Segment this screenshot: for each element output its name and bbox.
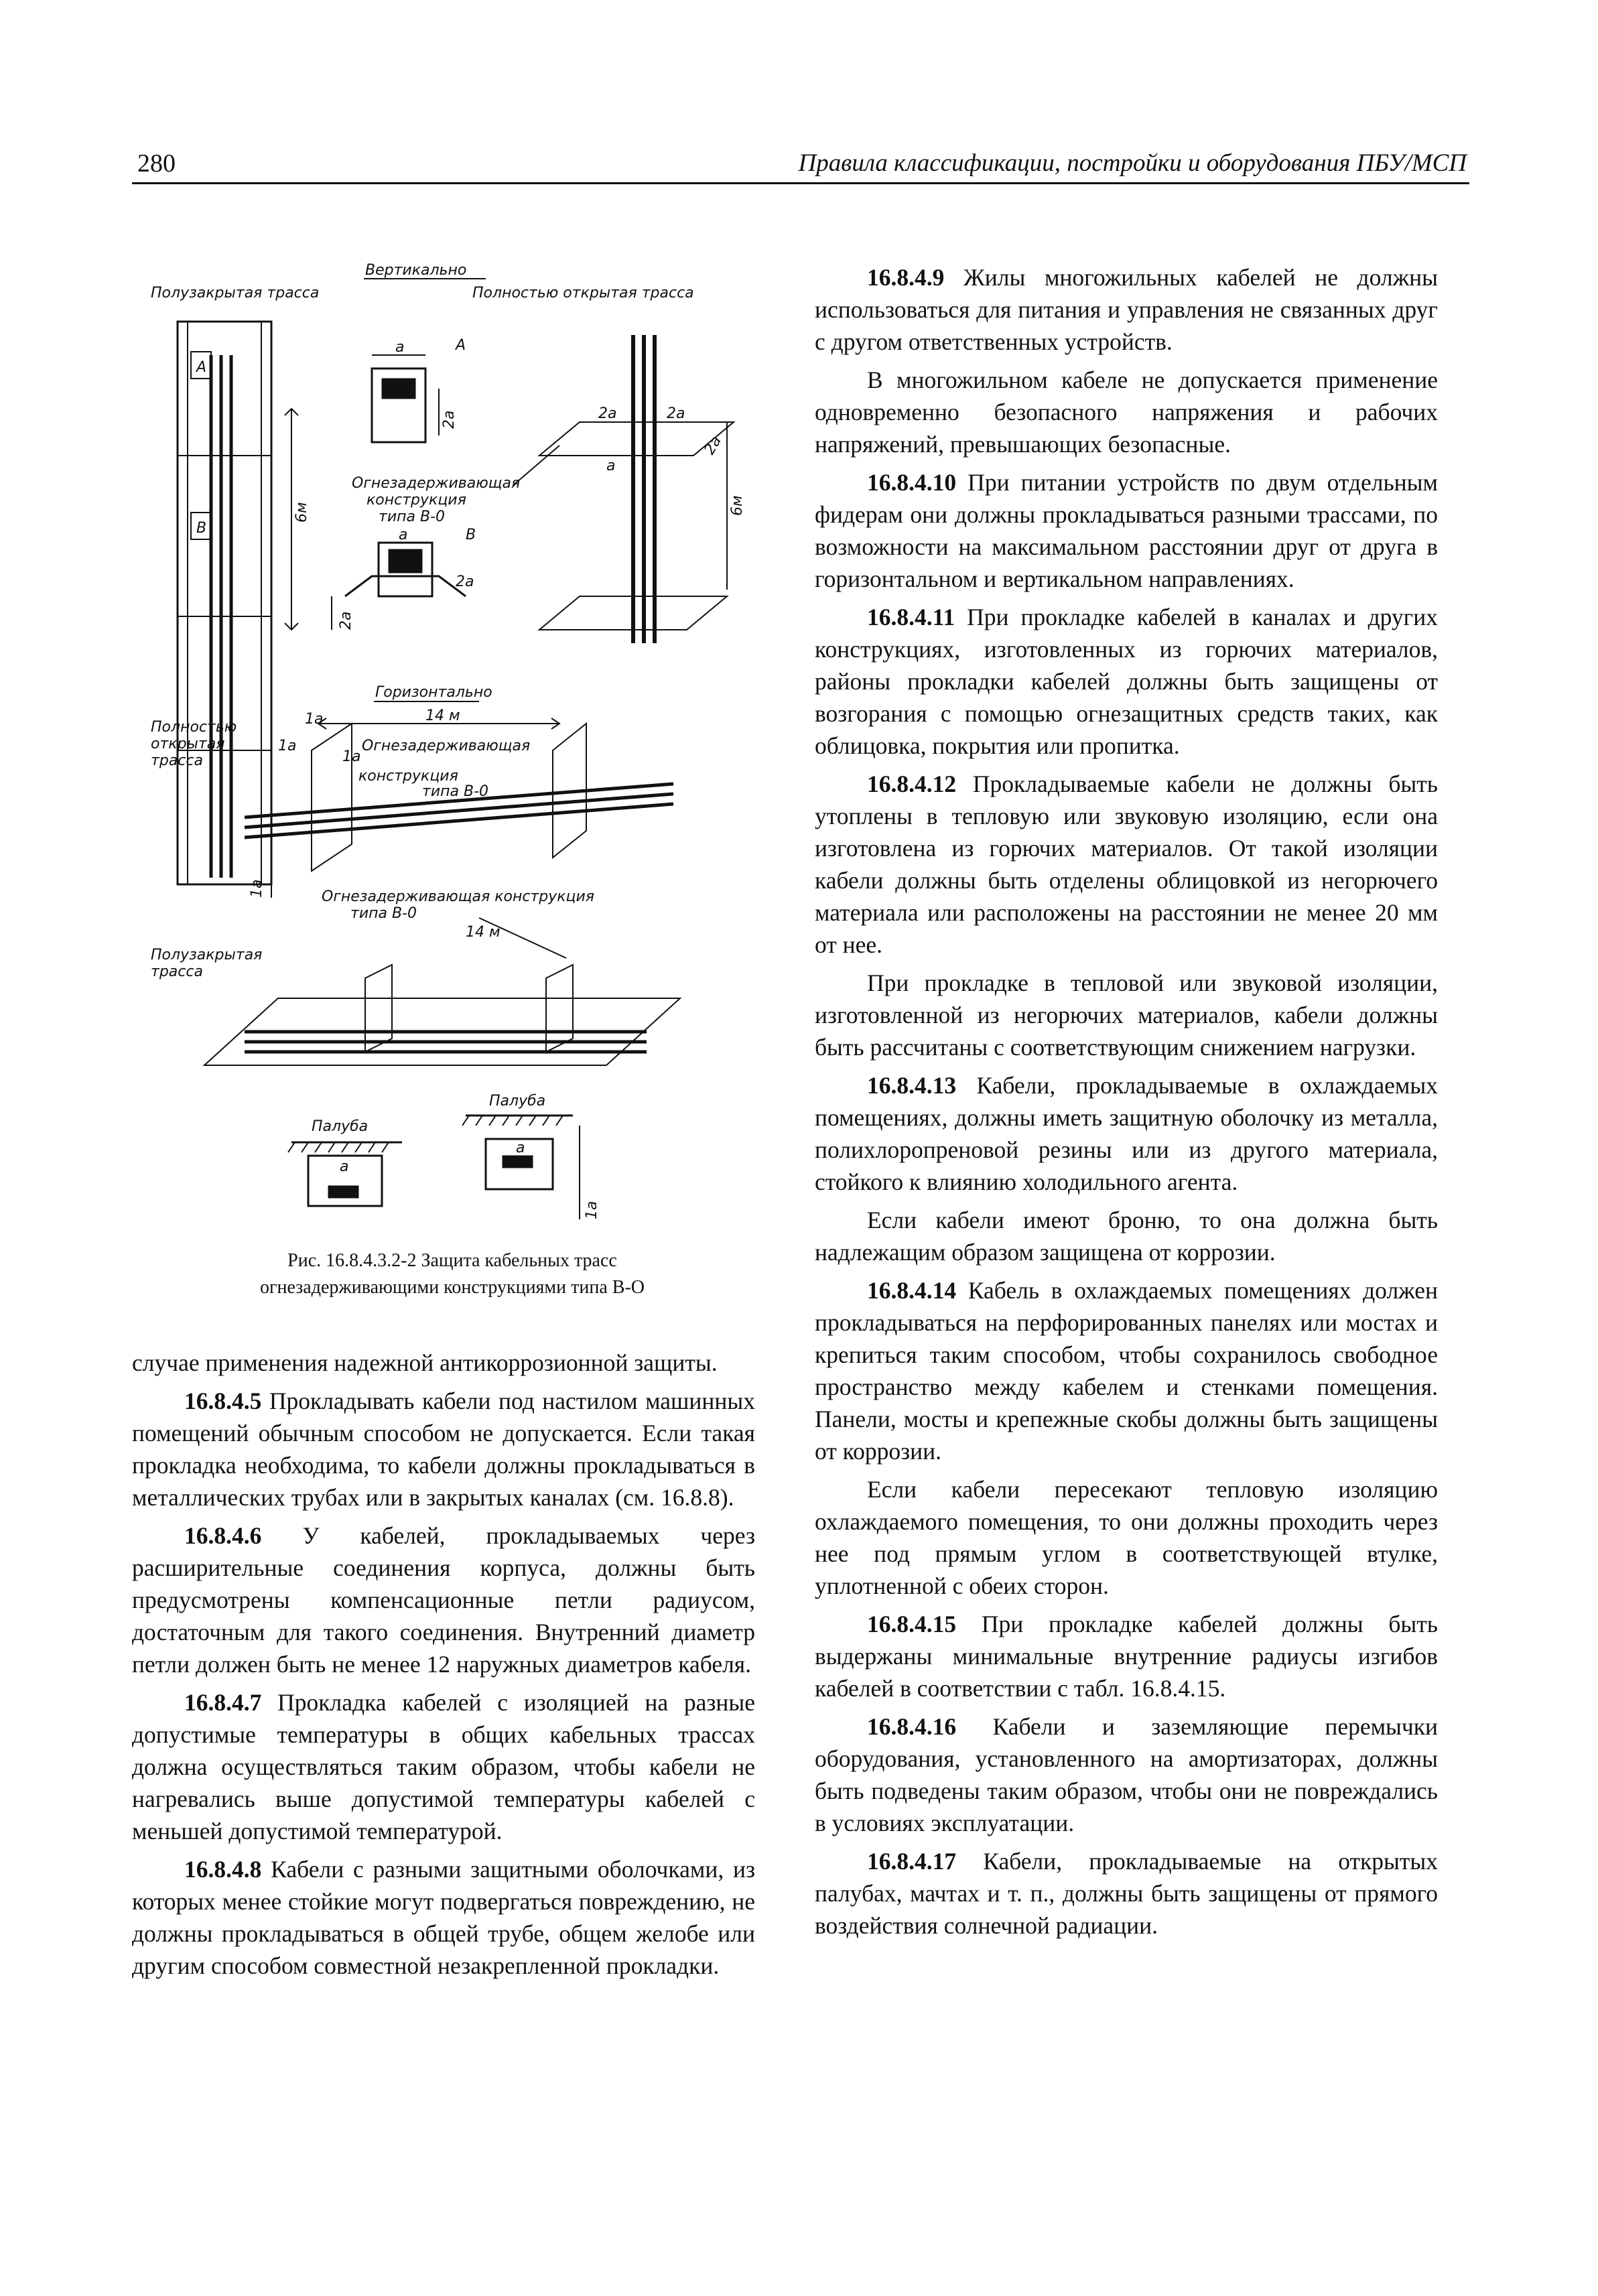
clause-number: 16.8.4.17 [867, 1848, 957, 1875]
paragraph [132, 1686, 755, 1847]
label-2a-top-2: 2a [667, 405, 685, 422]
left-column [132, 1347, 755, 1988]
paragraph [815, 1473, 1438, 1602]
label-6m-right: 6м [729, 495, 746, 516]
running-title: Правила классификации, постройки и оборудования ПБУ/МСП [798, 149, 1467, 177]
paragraph [815, 967, 1438, 1063]
paragraph [815, 1845, 1438, 1942]
paragraph-text: Кабели, прокладываемые в охлаждаемых помещениях, должны иметь защитную оболочку из металла, полихлоропреновой резины или из другого материала, стойкого к влиянию холодильного агента. [815, 1072, 1438, 1195]
label-open-route-3: трасса [151, 752, 203, 769]
clause-number: 16.8.4.8 [184, 1856, 262, 1883]
semi-closed-horizontal-run [204, 965, 680, 1065]
label-1a-open-vert: 1a [249, 879, 265, 898]
cable-route-drawing [151, 255, 754, 1246]
label-structure-open-2: конструкция [358, 768, 458, 785]
label-structure-open-3: типа В-0 [422, 783, 488, 800]
paragraph-text: При питании устройств по двум отдельным фидерам они должны прокладываться разными трассами, по возможности на максимальном расстоянии друг от друга в горизонтальном и вертикальном направлениях. [815, 469, 1438, 592]
paragraph [815, 1274, 1438, 1467]
paragraph [815, 466, 1438, 595]
paragraph-text: Прокладываемые кабели не должны быть утоплены в тепловую или звуковую изоляцию, если она изготовлена из горючих материалов. От такой изоляции кабели должны быть отделены облицовкой из негорючего материала или расположены на расстоянии не менее 20 мм от нее. [815, 770, 1438, 958]
detail-a [372, 355, 439, 442]
clause-number: 16.8.4.16 [867, 1713, 957, 1740]
label-a-deck-left: a [340, 1158, 349, 1175]
paragraph [815, 1710, 1438, 1839]
label-section-a-left: А [196, 359, 207, 376]
label-section-b-detail: В [466, 527, 476, 543]
paragraph-text: Прокладывать кабели под настилом машинных помещений обычным способом не допускается. Если такая прокладка необходима, то кабели должны прокладываться в металлических трубах или в закрытых каналах (см. 16.8.8). [132, 1388, 755, 1511]
paragraph-text: Кабель в охлаждаемых помещениях должен прокладываться на перфорированных панелях или мостах и крепиться таким способом, чтобы сохранилось свободное пространство между кабелем и стенками помещения. Панели, мосты и крепежные скобы должны быть защищены от коррозии. [815, 1277, 1438, 1465]
figure-caption-line: огнезадерживающими конструкциями типа В-О [260, 1277, 645, 1298]
paragraph-text: В многожильном кабеле не допускается применение одновременно безопасного напряжения и рабочих напряжений, превышающих безопасные. [815, 366, 1438, 458]
paragraph [132, 1385, 755, 1513]
label-structure-inline: Огнезадерживающая конструкция [322, 888, 595, 905]
right-column [815, 261, 1438, 1948]
label-structure-line2: конструкция [367, 492, 466, 509]
paragraph [132, 1853, 755, 1982]
label-14m-open: 14 м [425, 707, 460, 724]
clause-number: 16.8.4.10 [867, 469, 957, 496]
clause-number: 16.8.4.14 [867, 1277, 957, 1304]
label-a-detail-a: a [395, 339, 405, 356]
label-14m-semi: 14 м [466, 924, 501, 941]
label-a-top: a [606, 458, 616, 474]
label-6m-left: 6м [293, 502, 310, 523]
label-deck-right: Палуба [489, 1093, 546, 1109]
label-2a-top-1: 2a [598, 405, 617, 422]
label-section-a-detail: А [456, 337, 466, 354]
paragraph-text: Жилы многожильных кабелей не должны использоваться для питания и управления не связанных друг с другом ответственных устройств. [815, 264, 1438, 355]
figure-caption-line: Рис. 16.8.4.3.2-2 Защита кабельных трасс [287, 1250, 617, 1271]
label-open-route-2: открытая [151, 736, 225, 752]
label-vertical: Вертикально [365, 262, 467, 279]
paragraph [815, 1204, 1438, 1268]
clause-number: 16.8.4.9 [867, 264, 945, 291]
label-structure-inline-type: типа В-0 [350, 905, 417, 922]
label-semi-route-2: трасса [151, 963, 203, 980]
paragraph-text: При прокладке в тепловой или звуковой изоляции, изготовленной из негорючих материалов, кабели должны быть рассчитаны с соответствующим снижением нагрузки. [815, 969, 1438, 1061]
clause-number: 16.8.4.12 [867, 770, 957, 797]
paragraph [815, 1069, 1438, 1198]
clause-number: 16.8.4.5 [184, 1388, 262, 1414]
paragraph [815, 768, 1438, 961]
label-structure-open-1: Огнезадерживающая [362, 738, 531, 754]
label-1a-open-3: 1a [342, 748, 361, 765]
clause-number: 16.8.4.11 [867, 604, 955, 630]
paragraph-text: Прокладка кабелей с изоляцией на разные допустимые температуры в общих кабельных трассах должна осуществляться таким образом, чтобы кабели не нагревались выше допустимой температуры кабелей с меньшей допустимой температурой. [132, 1689, 755, 1844]
clause-number: 16.8.4.15 [867, 1611, 957, 1637]
label-horizontal: Горизонтально [375, 684, 492, 701]
paragraph [815, 1608, 1438, 1704]
paragraph-text: При прокладке кабелей в каналах и других конструкциях, изготовленных из горючих материалов, районы прокладки кабелей должны быть защищены от возгорания с помощью огнезащитных средств таких, как облицовка, покрытия или пропитка. [815, 604, 1438, 759]
label-1a-deck: 1a [584, 1201, 600, 1219]
label-2a-detail-b-vert: 2a [338, 611, 354, 630]
paragraph [815, 364, 1438, 460]
paragraph [815, 601, 1438, 762]
paragraph-text: Кабели с разными защитными оболочками, из которых менее стойкие могут подвергаться повреждению, не должны прокладываться в общей трубе, общем желобе или другим способом совместной незакрепленной прокладки. [132, 1856, 755, 1979]
label-deck-left: Палуба [312, 1118, 369, 1135]
paragraph-text: Кабели и заземляющие перемычки оборудования, установленного на амортизаторах, должны быть подведены таким образом, чтобы они не повреждались в условиях эксплуатации. [815, 1713, 1438, 1836]
label-1a-open-1: 1a [305, 711, 324, 728]
clause-number: 16.8.4.6 [184, 1522, 262, 1549]
deck-detail-right [462, 1116, 580, 1219]
label-semi-route-1: Полузакрытая [151, 947, 263, 963]
page-header [132, 142, 1469, 184]
label-2a-top-3: 2a [701, 433, 725, 458]
paragraph-text: случае применения надежной антикоррозионной защиты. [132, 1349, 718, 1376]
label-semi-closed-route: Полузакрытая трасса [151, 285, 320, 301]
semi-closed-vertical-trunk [178, 322, 298, 884]
label-1a-open-2: 1a [278, 738, 297, 754]
label-section-b-left: В [196, 520, 207, 537]
cable-route-figure [151, 255, 754, 1514]
paragraph-text: Если кабели пересекают тепловую изоляцию охлаждаемого помещения, то они должны проходить через нее под прямым углом в соответствующей втулке, уплотненной с обеих сторон. [815, 1476, 1438, 1599]
figure-caption [154, 1247, 750, 1301]
label-structure-line3: типа В-0 [379, 509, 445, 525]
clause-number: 16.8.4.7 [184, 1689, 262, 1716]
label-a-detail-b: a [399, 527, 408, 543]
label-structure-line1: Огнезадерживающая [352, 475, 521, 492]
paragraph [815, 261, 1438, 358]
clause-number: 16.8.4.13 [867, 1072, 957, 1099]
paragraph-text: Кабели, прокладываемые на открытых палубах, мачтах и т. п., должны быть защищены от прямого воздействия солнечной радиации. [815, 1848, 1438, 1939]
paragraph-text: Если кабели имеют броню, то она должна быть надлежащим образом защищена от коррозии. [815, 1207, 1438, 1266]
label-a-deck-right: a [516, 1140, 525, 1156]
label-2a-detail-b: 2a [456, 573, 474, 590]
paragraph [132, 1520, 755, 1680]
label-open-route-1: Полностью [151, 719, 237, 736]
paragraph-text: У кабелей, прокладываемых через расширительные соединения корпуса, должны быть предусмотрены компенсационные петли радиусом, достаточным для такого соединения. Внутренний диаметр петли должен быть не менее 12 наружных диаметров кабеля. [132, 1522, 755, 1678]
paragraph [132, 1347, 755, 1379]
open-vertical-trunk [539, 335, 734, 643]
page-number: 280 [137, 149, 176, 178]
label-2a-detail-a: 2a [441, 410, 458, 429]
label-fully-open-route: Полностью открытая трасса [472, 285, 694, 301]
paragraph-text: При прокладке кабелей должны быть выдержаны минимальные внутренние радиусы изгибов кабелей в соответствии с табл. 16.8.4.15. [815, 1611, 1438, 1702]
